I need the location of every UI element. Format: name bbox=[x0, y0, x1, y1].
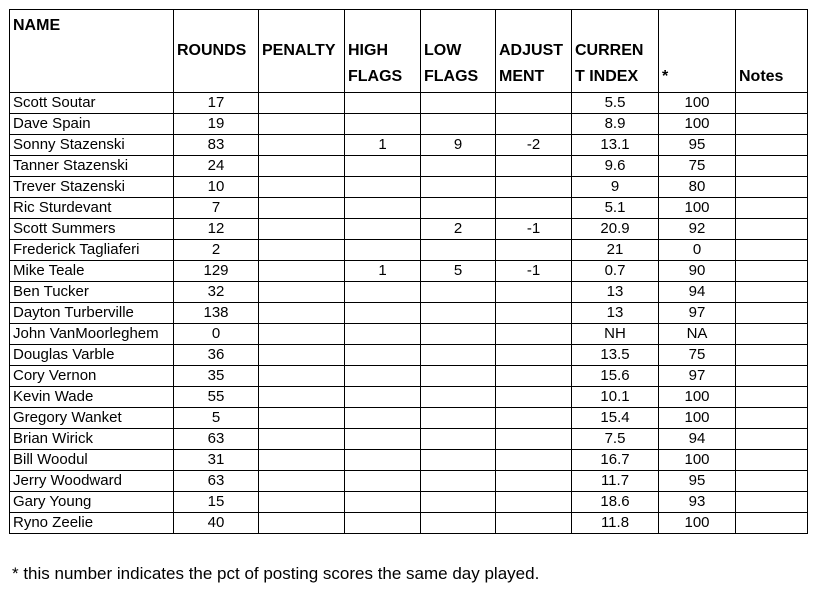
cell-penalty bbox=[259, 240, 345, 261]
cell-name: Sonny Stazenski bbox=[10, 135, 174, 156]
cell-same-day-pct: 97 bbox=[659, 303, 736, 324]
cell-adjustment bbox=[496, 177, 572, 198]
cell-high-flags bbox=[345, 303, 421, 324]
table-row bbox=[10, 282, 808, 303]
cell-high-flags bbox=[345, 219, 421, 240]
cell-penalty bbox=[259, 261, 345, 282]
cell-notes bbox=[736, 261, 808, 282]
cell-notes bbox=[736, 219, 808, 240]
header-name: NAME bbox=[10, 10, 174, 93]
cell-low-flags bbox=[421, 408, 496, 429]
cell-name: Trever Stazenski bbox=[10, 177, 174, 198]
cell-name: Brian Wirick bbox=[10, 429, 174, 450]
header-current-index bbox=[572, 10, 659, 93]
table-row bbox=[10, 219, 808, 240]
cell-same-day-pct: NA bbox=[659, 324, 736, 345]
cell-adjustment bbox=[496, 198, 572, 219]
cell-low-flags bbox=[421, 324, 496, 345]
cell-adjustment bbox=[496, 114, 572, 135]
cell-notes bbox=[736, 429, 808, 450]
header-row bbox=[10, 10, 808, 93]
header-rounds-label: ROUNDS bbox=[177, 42, 247, 59]
cell-name: Bill Woodul bbox=[10, 450, 174, 471]
cell-adjustment bbox=[496, 408, 572, 429]
cell-notes bbox=[736, 156, 808, 177]
cell-low-flags bbox=[421, 240, 496, 261]
cell-penalty bbox=[259, 177, 345, 198]
cell-low-flags: 5 bbox=[421, 261, 496, 282]
cell-rounds: 7 bbox=[174, 198, 259, 219]
cell-current-index: 5.5 bbox=[572, 93, 659, 114]
cell-penalty bbox=[259, 429, 345, 450]
table-row bbox=[10, 366, 808, 387]
cell-penalty bbox=[259, 219, 345, 240]
cell-rounds: 12 bbox=[174, 219, 259, 240]
cell-high-flags bbox=[345, 408, 421, 429]
cell-high-flags bbox=[345, 240, 421, 261]
cell-low-flags bbox=[421, 387, 496, 408]
cell-current-index: 15.6 bbox=[572, 366, 659, 387]
header-penalty bbox=[259, 10, 345, 93]
cell-notes bbox=[736, 198, 808, 219]
cell-same-day-pct: 90 bbox=[659, 261, 736, 282]
cell-current-index: 9.6 bbox=[572, 156, 659, 177]
cell-same-day-pct: 94 bbox=[659, 282, 736, 303]
cell-adjustment bbox=[496, 324, 572, 345]
cell-rounds: 24 bbox=[174, 156, 259, 177]
table-body bbox=[10, 93, 808, 534]
cell-notes bbox=[736, 471, 808, 492]
cell-low-flags: 9 bbox=[421, 135, 496, 156]
cell-name: Jerry Woodward bbox=[10, 471, 174, 492]
cell-rounds: 63 bbox=[174, 471, 259, 492]
cell-adjustment bbox=[496, 345, 572, 366]
cell-name: Scott Soutar bbox=[10, 93, 174, 114]
cell-low-flags bbox=[421, 303, 496, 324]
cell-low-flags bbox=[421, 471, 496, 492]
table-row bbox=[10, 261, 808, 282]
cell-current-index: 8.9 bbox=[572, 114, 659, 135]
cell-current-index: 10.1 bbox=[572, 387, 659, 408]
cell-high-flags bbox=[345, 156, 421, 177]
cell-rounds: 0 bbox=[174, 324, 259, 345]
header-notes: Notes bbox=[736, 10, 808, 93]
cell-penalty bbox=[259, 93, 345, 114]
cell-high-flags bbox=[345, 114, 421, 135]
cell-high-flags bbox=[345, 471, 421, 492]
table-row bbox=[10, 492, 808, 513]
cell-rounds: 63 bbox=[174, 429, 259, 450]
cell-high-flags: 1 bbox=[345, 261, 421, 282]
cell-name: Douglas Varble bbox=[10, 345, 174, 366]
cell-low-flags bbox=[421, 177, 496, 198]
cell-current-index: 11.8 bbox=[572, 513, 659, 534]
cell-notes bbox=[736, 114, 808, 135]
cell-rounds: 15 bbox=[174, 492, 259, 513]
table-row bbox=[10, 450, 808, 471]
cell-low-flags bbox=[421, 513, 496, 534]
cell-notes bbox=[736, 366, 808, 387]
cell-penalty bbox=[259, 282, 345, 303]
cell-rounds: 83 bbox=[174, 135, 259, 156]
header-rounds bbox=[174, 10, 259, 93]
cell-adjustment bbox=[496, 492, 572, 513]
cell-name: Gary Young bbox=[10, 492, 174, 513]
cell-adjustment bbox=[496, 387, 572, 408]
table-row bbox=[10, 93, 808, 114]
header-high-flags-line2: FLAGS bbox=[348, 68, 403, 85]
cell-low-flags bbox=[421, 156, 496, 177]
cell-name: Dave Spain bbox=[10, 114, 174, 135]
header-low-flags bbox=[421, 10, 496, 93]
cell-high-flags bbox=[345, 282, 421, 303]
cell-name: Tanner Stazenski bbox=[10, 156, 174, 177]
cell-notes bbox=[736, 303, 808, 324]
cell-adjustment bbox=[496, 282, 572, 303]
cell-high-flags bbox=[345, 177, 421, 198]
cell-current-index: 5.1 bbox=[572, 198, 659, 219]
cell-current-index: 13 bbox=[572, 303, 659, 324]
footnote: * this number indicates the pct of posting scores the same day played. bbox=[12, 564, 540, 583]
cell-rounds: 2 bbox=[174, 240, 259, 261]
cell-same-day-pct: 94 bbox=[659, 429, 736, 450]
cell-same-day-pct: 95 bbox=[659, 471, 736, 492]
cell-low-flags bbox=[421, 345, 496, 366]
cell-high-flags bbox=[345, 366, 421, 387]
cell-high-flags bbox=[345, 492, 421, 513]
cell-low-flags: 2 bbox=[421, 219, 496, 240]
cell-high-flags bbox=[345, 429, 421, 450]
cell-adjustment bbox=[496, 156, 572, 177]
table-row bbox=[10, 324, 808, 345]
cell-low-flags bbox=[421, 198, 496, 219]
table-row bbox=[10, 240, 808, 261]
cell-notes bbox=[736, 93, 808, 114]
cell-penalty bbox=[259, 345, 345, 366]
cell-same-day-pct: 80 bbox=[659, 177, 736, 198]
cell-current-index: NH bbox=[572, 324, 659, 345]
cell-notes bbox=[736, 387, 808, 408]
header-high-flags-line1: HIGH bbox=[348, 42, 388, 59]
cell-adjustment bbox=[496, 450, 572, 471]
cell-current-index: 13.1 bbox=[572, 135, 659, 156]
cell-penalty bbox=[259, 387, 345, 408]
table-row bbox=[10, 135, 808, 156]
cell-name: Scott Summers bbox=[10, 219, 174, 240]
cell-high-flags bbox=[345, 345, 421, 366]
cell-rounds: 40 bbox=[174, 513, 259, 534]
header-adjustment-line1: ADJUST bbox=[499, 42, 564, 59]
cell-rounds: 32 bbox=[174, 282, 259, 303]
cell-adjustment bbox=[496, 429, 572, 450]
handicap-table bbox=[9, 9, 808, 534]
cell-rounds: 129 bbox=[174, 261, 259, 282]
cell-name: Gregory Wanket bbox=[10, 408, 174, 429]
cell-rounds: 10 bbox=[174, 177, 259, 198]
cell-name: Ric Sturdevant bbox=[10, 198, 174, 219]
cell-rounds: 5 bbox=[174, 408, 259, 429]
cell-notes bbox=[736, 513, 808, 534]
cell-high-flags bbox=[345, 450, 421, 471]
header-current-index-line2: T INDEX bbox=[575, 68, 639, 85]
cell-name: Mike Teale bbox=[10, 261, 174, 282]
cell-current-index: 0.7 bbox=[572, 261, 659, 282]
cell-penalty bbox=[259, 366, 345, 387]
cell-name: Kevin Wade bbox=[10, 387, 174, 408]
cell-penalty bbox=[259, 492, 345, 513]
cell-low-flags bbox=[421, 114, 496, 135]
cell-current-index: 9 bbox=[572, 177, 659, 198]
cell-penalty bbox=[259, 135, 345, 156]
cell-name: Ben Tucker bbox=[10, 282, 174, 303]
cell-penalty bbox=[259, 114, 345, 135]
cell-same-day-pct: 100 bbox=[659, 198, 736, 219]
cell-current-index: 20.9 bbox=[572, 219, 659, 240]
cell-same-day-pct: 95 bbox=[659, 135, 736, 156]
cell-penalty bbox=[259, 408, 345, 429]
cell-same-day-pct: 75 bbox=[659, 345, 736, 366]
cell-rounds: 31 bbox=[174, 450, 259, 471]
cell-notes bbox=[736, 240, 808, 261]
cell-high-flags bbox=[345, 198, 421, 219]
cell-penalty bbox=[259, 198, 345, 219]
cell-name: Ryno Zeelie bbox=[10, 513, 174, 534]
header-low-flags-line1: LOW bbox=[424, 42, 462, 59]
cell-penalty bbox=[259, 156, 345, 177]
cell-current-index: 13 bbox=[572, 282, 659, 303]
cell-same-day-pct: 100 bbox=[659, 450, 736, 471]
cell-name: Cory Vernon bbox=[10, 366, 174, 387]
header-high-flags bbox=[345, 10, 421, 93]
header-penalty-label: PENALTY bbox=[262, 42, 336, 59]
cell-current-index: 15.4 bbox=[572, 408, 659, 429]
table-row bbox=[10, 156, 808, 177]
cell-same-day-pct: 92 bbox=[659, 219, 736, 240]
header-low-flags-line2: FLAGS bbox=[424, 68, 479, 85]
cell-name: Dayton Turberville bbox=[10, 303, 174, 324]
cell-high-flags bbox=[345, 513, 421, 534]
cell-current-index: 7.5 bbox=[572, 429, 659, 450]
table-row bbox=[10, 303, 808, 324]
header-adjustment bbox=[496, 10, 572, 93]
cell-low-flags bbox=[421, 366, 496, 387]
table-row bbox=[10, 513, 808, 534]
cell-high-flags: 1 bbox=[345, 135, 421, 156]
cell-low-flags bbox=[421, 450, 496, 471]
table-row bbox=[10, 429, 808, 450]
cell-current-index: 11.7 bbox=[572, 471, 659, 492]
cell-penalty bbox=[259, 471, 345, 492]
cell-current-index: 18.6 bbox=[572, 492, 659, 513]
cell-notes bbox=[736, 492, 808, 513]
cell-rounds: 138 bbox=[174, 303, 259, 324]
cell-high-flags bbox=[345, 93, 421, 114]
cell-notes bbox=[736, 324, 808, 345]
cell-name: John VanMoorleghem bbox=[10, 324, 174, 345]
cell-adjustment bbox=[496, 471, 572, 492]
cell-name: Frederick Tagliaferi bbox=[10, 240, 174, 261]
header-current-index-line1: CURREN bbox=[575, 42, 644, 59]
cell-adjustment: -1 bbox=[496, 219, 572, 240]
cell-same-day-pct: 100 bbox=[659, 408, 736, 429]
cell-rounds: 36 bbox=[174, 345, 259, 366]
cell-adjustment bbox=[496, 513, 572, 534]
cell-same-day-pct: 100 bbox=[659, 387, 736, 408]
cell-high-flags bbox=[345, 387, 421, 408]
cell-same-day-pct: 93 bbox=[659, 492, 736, 513]
cell-adjustment bbox=[496, 93, 572, 114]
table-row bbox=[10, 471, 808, 492]
cell-low-flags bbox=[421, 492, 496, 513]
cell-rounds: 35 bbox=[174, 366, 259, 387]
cell-low-flags bbox=[421, 429, 496, 450]
cell-same-day-pct: 100 bbox=[659, 93, 736, 114]
cell-low-flags bbox=[421, 282, 496, 303]
table-row bbox=[10, 408, 808, 429]
cell-notes bbox=[736, 345, 808, 366]
cell-same-day-pct: 0 bbox=[659, 240, 736, 261]
cell-adjustment: -2 bbox=[496, 135, 572, 156]
cell-notes bbox=[736, 135, 808, 156]
cell-notes bbox=[736, 177, 808, 198]
header-star: * bbox=[659, 10, 736, 93]
cell-current-index: 21 bbox=[572, 240, 659, 261]
cell-same-day-pct: 100 bbox=[659, 114, 736, 135]
table-row bbox=[10, 177, 808, 198]
table-row bbox=[10, 198, 808, 219]
cell-adjustment bbox=[496, 240, 572, 261]
cell-notes bbox=[736, 450, 808, 471]
cell-penalty bbox=[259, 513, 345, 534]
cell-adjustment bbox=[496, 303, 572, 324]
table-row bbox=[10, 345, 808, 366]
cell-adjustment: -1 bbox=[496, 261, 572, 282]
cell-penalty bbox=[259, 324, 345, 345]
cell-same-day-pct: 97 bbox=[659, 366, 736, 387]
cell-current-index: 13.5 bbox=[572, 345, 659, 366]
cell-current-index: 16.7 bbox=[572, 450, 659, 471]
cell-adjustment bbox=[496, 366, 572, 387]
table-row bbox=[10, 387, 808, 408]
cell-penalty bbox=[259, 450, 345, 471]
cell-notes bbox=[736, 282, 808, 303]
header-adjustment-line2: MENT bbox=[499, 68, 545, 85]
cell-same-day-pct: 100 bbox=[659, 513, 736, 534]
cell-penalty bbox=[259, 303, 345, 324]
cell-rounds: 19 bbox=[174, 114, 259, 135]
cell-notes bbox=[736, 408, 808, 429]
table-row bbox=[10, 114, 808, 135]
cell-same-day-pct: 75 bbox=[659, 156, 736, 177]
cell-rounds: 55 bbox=[174, 387, 259, 408]
cell-rounds: 17 bbox=[174, 93, 259, 114]
cell-high-flags bbox=[345, 324, 421, 345]
cell-low-flags bbox=[421, 93, 496, 114]
